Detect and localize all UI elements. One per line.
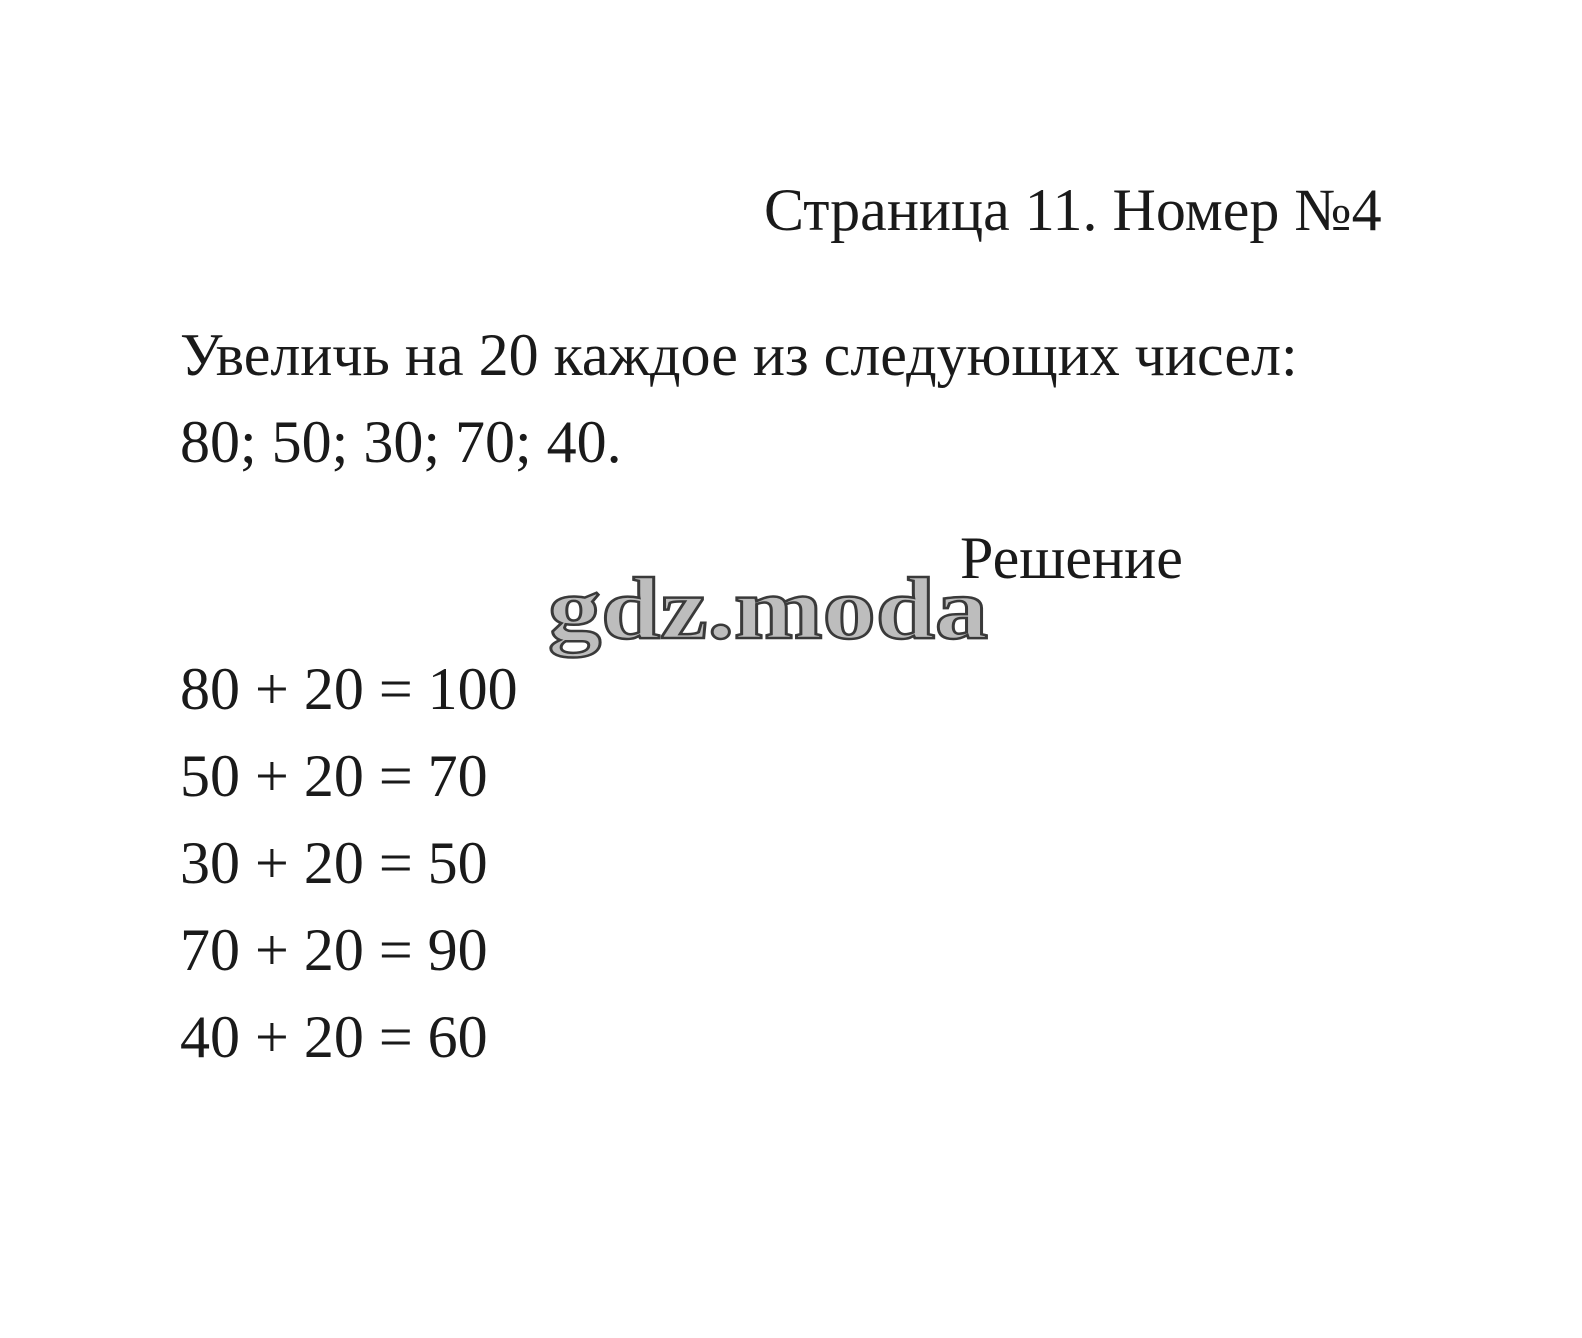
equation-line: 50 + 20 = 70	[180, 743, 488, 809]
equation-line: 30 + 20 = 50	[180, 830, 488, 896]
task-numbers: 80; 50; 30; 70; 40.	[180, 409, 622, 475]
watermark-text: gdz.moda	[548, 566, 988, 658]
watermark-logo	[548, 566, 1008, 676]
solution-heading: Решение	[960, 525, 1183, 591]
page-heading: Страница 11. Номер №4	[764, 177, 1382, 243]
solution-equations	[180, 646, 518, 1081]
task-statement	[180, 312, 1298, 486]
task-instruction: Увеличь на 20 каждое из следующих чисел:	[180, 322, 1298, 388]
equation-line: 70 + 20 = 90	[180, 917, 488, 983]
equation-line: 40 + 20 = 60	[180, 1004, 488, 1070]
equation-line: 80 + 20 = 100	[180, 656, 518, 722]
